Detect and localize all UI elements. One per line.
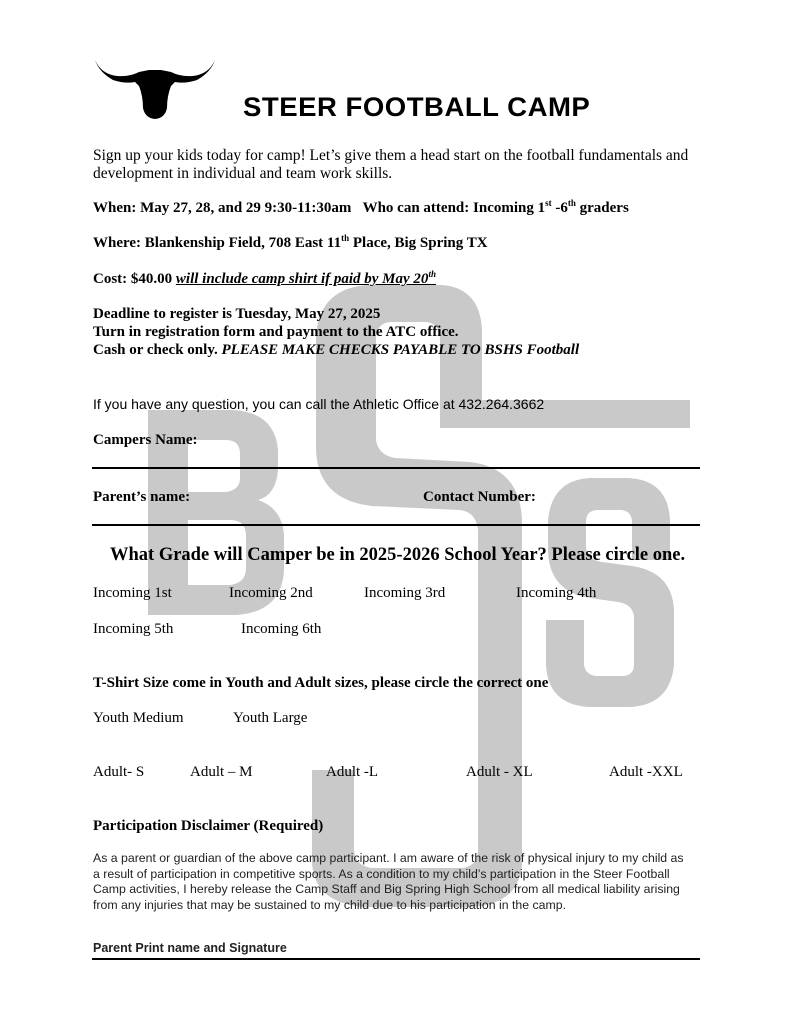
grade-option[interactable]: Incoming 1st [93,585,172,601]
signature-field[interactable] [92,958,700,960]
parent-name-label: Parent’s name: [93,489,191,505]
tshirt-youth-option[interactable]: Youth Large [233,710,308,726]
payment-method: Cash or check only. [93,342,222,358]
tshirt-adult-option[interactable]: Adult – M [190,764,253,780]
disclaimer-text: As a parent or guardian of the above camp participant. I am aware of the risk of physical injury to my child as a result of participation in competitive sports. As a condition to my child’s participation in the Steer Football Camp activities, I hereby release the Camp Staff and Big Spring High School from all medical liability arising from any injuries that may be sustained to my child due to his participation in the camp. [93,851,684,912]
grade-option[interactable]: Incoming 2nd [229,585,313,601]
cost-note: will include camp shirt if paid by May 20 [175,271,429,287]
deadline-line-2: Turn in registration form and payment to the ATC office. [93,324,459,340]
contact-number-label: Contact Number: [423,489,536,505]
grade-question: What Grade will Camper be in 2025-2026 School Year? Please circle one. [110,545,686,565]
who-prefix: Who can attend: Incoming 1 [362,200,546,216]
intro-text: Sign up your kids today for camp! Let’s give them a head start on the football fundamentals and development in individual and team work skills. [93,147,689,182]
grade-option[interactable]: Incoming 3rd [364,585,446,601]
deadline-line-1: Deadline to register is Tuesday, May 27, 2025 [93,306,381,322]
parent-contact-field[interactable] [92,524,700,526]
when-label: When: May 27, 28, and 29 9:30-11:30am [93,200,352,216]
where-prefix: Where: Blankenship Field, 708 East 11 [93,235,342,251]
disclaimer-heading: Participation Disclaimer (Required) [93,818,324,834]
where-sup: th [341,233,350,243]
tshirt-adult-option[interactable]: Adult -L [326,764,379,780]
cost-prefix: Cost: $40.00 [93,271,176,287]
tshirt-adult-option[interactable]: Adult - XL [466,764,533,780]
where-suffix: Place, Big Spring TX [349,235,488,251]
where-line [93,235,488,252]
deadline-line-3 [93,342,579,359]
tshirt-heading: T-Shirt Size come in Youth and Adult sizes, please circle the correct one [93,675,549,691]
campers-name-field[interactable] [92,467,700,469]
tshirt-adult-option[interactable]: Adult -XXL [609,764,683,780]
checks-payable-note: PLEASE MAKE CHECKS PAYABLE TO BSHS Football [221,342,580,358]
tshirt-youth-option[interactable]: Youth Medium [93,710,184,726]
signature-label: Parent Print name and Signature [93,941,287,955]
contact-info: If you have any question, you can call the Athletic Office at 432.264.3662 [93,396,545,412]
longhorn-steer-head-icon [93,52,217,122]
cost-line [93,271,436,288]
who-mid: -6 [551,200,568,216]
when-line [93,200,629,217]
page-title: STEER FOOTBALL CAMP [243,92,591,122]
grade-option[interactable]: Incoming 6th [241,621,322,637]
grade-option[interactable]: Incoming 4th [516,585,597,601]
sup-st: st [545,198,552,208]
who-suffix: graders [575,200,629,216]
cost-sup: th [428,269,436,279]
campers-name-label: Campers Name: [93,432,198,448]
tshirt-adult-option[interactable]: Adult- S [93,764,145,780]
grade-option[interactable]: Incoming 5th [93,621,174,637]
sup-th: th [567,198,576,208]
